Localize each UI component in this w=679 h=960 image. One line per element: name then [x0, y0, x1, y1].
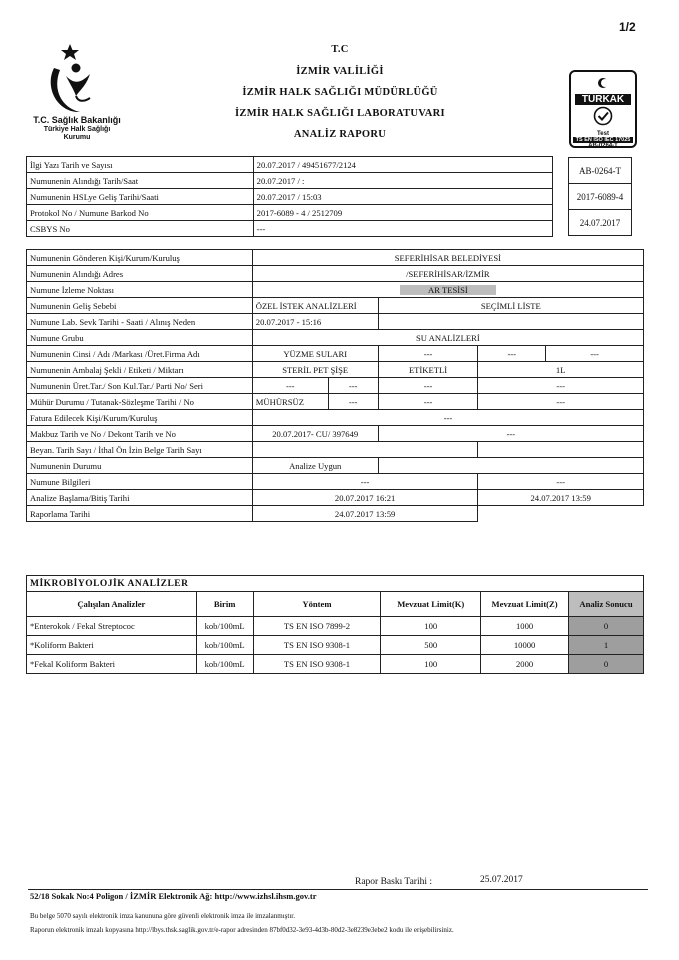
field-label: Makbuz Tarih ve No / Dekont Tarih ve No	[27, 426, 253, 442]
quantity-value: 1L	[478, 362, 644, 378]
unit: kob/100mL	[196, 617, 253, 636]
limit-z: 10000	[481, 636, 569, 655]
header-line-5: ANALİZ RAPORU	[293, 129, 387, 140]
contract-date: ---	[378, 394, 478, 410]
table-row	[27, 506, 644, 522]
invoice-value: ---	[252, 410, 643, 426]
info-value: 20.07.2017 / 49451677/2124	[253, 157, 552, 173]
status-value: Analize Uygun	[252, 458, 378, 474]
info-label: Numunenin HSLye Geliş Tarihi/Saati	[27, 189, 254, 205]
result: 0	[569, 655, 644, 674]
field-label: Numune Lab. Sevk Tarihi - Saati / Alınış Neden	[27, 314, 253, 330]
side-box	[568, 157, 632, 236]
field-label: Numune Bilgileri	[27, 474, 253, 490]
column-header: Mevzuat Limit(Z)	[481, 592, 569, 617]
table-row	[27, 266, 644, 282]
turkak-test: Test	[597, 131, 609, 137]
page-number: 1/2	[619, 20, 636, 34]
reason-value: ÖZEL İSTEK ANALİZLERİ	[252, 298, 378, 314]
method: TS EN ISO 7899-2	[253, 617, 381, 636]
field-label: Mühür Durumu / Tutanak-Sözleşme Tarihi / No	[27, 394, 253, 410]
table-row	[27, 189, 553, 205]
limit-k: 100	[381, 655, 481, 674]
unit: kob/100mL	[196, 655, 253, 674]
table-row	[27, 330, 644, 346]
micro-title: MİKROBİYOLOJİK ANALİZLER	[27, 576, 644, 592]
seal-value: MÜHÜRSÜZ	[252, 394, 328, 410]
firm-value: ---	[478, 346, 546, 362]
field-label: Numunenin Durumu	[27, 458, 253, 474]
report-date: 24.07.2017	[569, 210, 632, 236]
ministry-name: T.C. Sağlık Bakanlığı	[33, 115, 121, 125]
limit-k: 500	[381, 636, 481, 655]
info-label: Protokol No / Numune Barkod No	[27, 205, 254, 221]
column-header: Çalışılan Analizler	[27, 592, 197, 617]
table-row	[27, 394, 644, 410]
table-row	[27, 298, 644, 314]
info-label: CSBYS No	[27, 221, 254, 237]
info-value: 2017-6089 - 4 / 2512709	[253, 205, 552, 221]
field-label: Numune İzleme Noktası	[27, 282, 253, 298]
seal-extra: ---	[328, 394, 378, 410]
ministry-subname-2: Kurumu	[63, 134, 91, 141]
turkak-emblem-icon	[571, 76, 635, 94]
table-row	[27, 250, 644, 266]
analysis-end: 24.07.2017 13:59	[478, 490, 644, 506]
contract-no: ---	[478, 394, 644, 410]
ministry-logo	[40, 38, 110, 116]
table-row	[27, 314, 644, 330]
sender-value: SEFERİHİSAR BELEDİYESİ	[252, 250, 643, 266]
result: 0	[569, 617, 644, 636]
header-line-2: İZMİR VALİLİĞİ	[296, 66, 384, 77]
protocol-number: 2017-6089-4	[569, 184, 632, 210]
micro-table	[26, 575, 644, 674]
table-row	[27, 490, 644, 506]
footer-address: 52/18 Sokak No:4 Poligon / İZMİR Elektronik Ağ: http://www.izhsl.ihsm.gov.tr	[30, 891, 317, 901]
table-row	[27, 282, 644, 298]
table-row	[27, 458, 644, 474]
table-row	[27, 173, 553, 189]
check-icon	[571, 106, 635, 131]
header-line-1: T.C	[331, 44, 349, 55]
report-value: 24.07.2017 13:59	[252, 506, 478, 522]
brand-value: ---	[378, 346, 478, 362]
table-row	[27, 426, 644, 442]
limit-z: 1000	[481, 617, 569, 636]
table-row	[27, 592, 644, 617]
prod-date: ---	[252, 378, 328, 394]
table-row	[27, 576, 644, 592]
table-row	[27, 205, 553, 221]
method: TS EN ISO 9308-1	[253, 655, 381, 674]
limit-z: 2000	[481, 655, 569, 674]
analysis-name: *Koliform Bakteri	[27, 636, 197, 655]
serial-no: ---	[478, 378, 644, 394]
pack-value: STERİL PET ŞİŞE	[252, 362, 378, 378]
expiry-date: ---	[328, 378, 378, 394]
info-value: 20.07.2017 / 15:03	[253, 189, 552, 205]
type-value: YÜZME SULARI	[252, 346, 378, 362]
header-line-3: İZMİR HALK SAĞLIĞI MÜDÜRLÜĞÜ	[242, 87, 438, 98]
label-value: ETİKETLİ	[378, 362, 478, 378]
table-row	[27, 346, 644, 362]
column-header: Analiz Sonucu	[569, 592, 644, 617]
extra-value: ---	[546, 346, 644, 362]
group-value: SU ANALİZLERİ	[252, 330, 643, 346]
unit: kob/100mL	[196, 636, 253, 655]
receipt-value: 20.07.2017- CU/ 397649	[252, 426, 378, 442]
field-label: Beyan. Tarih Sayı / İthal Ön İzin Belge Tarih Sayı	[27, 442, 253, 458]
header-line-4: İZMİR HALK SAĞLIĞI LABORATUVARI	[235, 108, 445, 119]
info-label: Numunenin Alındığı Tarih/Saat	[27, 173, 254, 189]
table-row	[27, 617, 644, 636]
field-label: Analize Başlama/Bitiş Tarihi	[27, 490, 253, 506]
field-label: Fatura Edilecek Kişi/Kurum/Kuruluş	[27, 410, 253, 426]
table-row	[27, 221, 553, 237]
reason-list: SEÇİMLİ LİSTE	[378, 298, 643, 314]
table-row	[27, 655, 644, 674]
field-label: Numunenin Cinsi / Adı /Markası /Üret.Firma Adı	[27, 346, 253, 362]
accreditation-code: AB-0264-T	[569, 158, 632, 184]
analysis-start: 20.07.2017 16:21	[252, 490, 478, 506]
turkak-logo	[569, 70, 637, 148]
field-label: Numunenin Gönderen Kişi/Kurum/Kuruluş	[27, 250, 253, 266]
turkak-standard: TS EN ISO IEC 17025	[573, 137, 633, 143]
result: 1	[569, 636, 644, 655]
print-date: 25.07.2017	[480, 875, 523, 885]
print-date-label: Rapor Baskı Tarihi :	[355, 877, 432, 887]
point-value: AR TESİSİ	[400, 285, 496, 295]
footer-divider	[28, 889, 648, 890]
batch-no: ---	[378, 378, 478, 394]
table-row	[27, 362, 644, 378]
column-header: Birim	[196, 592, 253, 617]
table-row	[27, 157, 553, 173]
analysis-name: *Fekal Koliform Bakteri	[27, 655, 197, 674]
table-row	[27, 636, 644, 655]
field-label: Numunenin Alındığı Adres	[27, 266, 253, 282]
column-header: Mevzuat Limit(K)	[381, 592, 481, 617]
footer-note-2: Raporun elektronik imzalı kopyasına http://lbys.thsk.saglik.gov.tr/e-rapor adresinden 87bf0d32-3e93-4d3b-80d2-3e8239e3ebe2 kodu ile erişebilirsiniz.	[30, 926, 454, 934]
field-label: Numunenin Üret.Tar./ Son Kul.Tar./ Parti No/ Seri	[27, 378, 253, 394]
limit-k: 100	[381, 617, 481, 636]
address-value: /SEFERİHİSAR/İZMİR	[252, 266, 643, 282]
turkak-code: AB-0264-T	[588, 143, 618, 149]
field-label: Numunenin Geliş Sebebi	[27, 298, 253, 314]
field-label: Numune Grubu	[27, 330, 253, 346]
footer-note-1: Bu belge 5070 sayılı elektronik imza kanununa göre güvenli elektronik imza ile imzalanmıştır.	[30, 912, 295, 920]
column-header: Yöntem	[253, 592, 381, 617]
ministry-subname: Türkiye Halk Sağlığı	[43, 126, 111, 133]
info-label: İlgi Yazı Tarih ve Sayısı	[27, 157, 254, 173]
info-value: 20.07.2017 / :	[253, 173, 552, 189]
table-row	[27, 442, 644, 458]
table-row	[27, 474, 644, 490]
analysis-name: *Enterokok / Fekal Streptococ	[27, 617, 197, 636]
field-label: Raporlama Tarihi	[27, 506, 253, 522]
receipt-extra: ---	[378, 426, 643, 442]
sample-table	[26, 249, 644, 522]
table-row	[27, 378, 644, 394]
field-label: Numunenin Ambalaj Şekli / Etiketi / Miktarı	[27, 362, 253, 378]
ministry-emblem-icon	[40, 38, 110, 116]
info-value: ---	[253, 221, 552, 237]
info-table	[26, 156, 553, 237]
ship-value: 20.07.2017 - 15:16	[252, 314, 378, 330]
method: TS EN ISO 9308-1	[253, 636, 381, 655]
table-row	[27, 410, 644, 426]
info-value-2: ---	[478, 474, 644, 490]
info-value-1: ---	[252, 474, 478, 490]
turkak-brand: TÜRKAK	[575, 94, 631, 105]
